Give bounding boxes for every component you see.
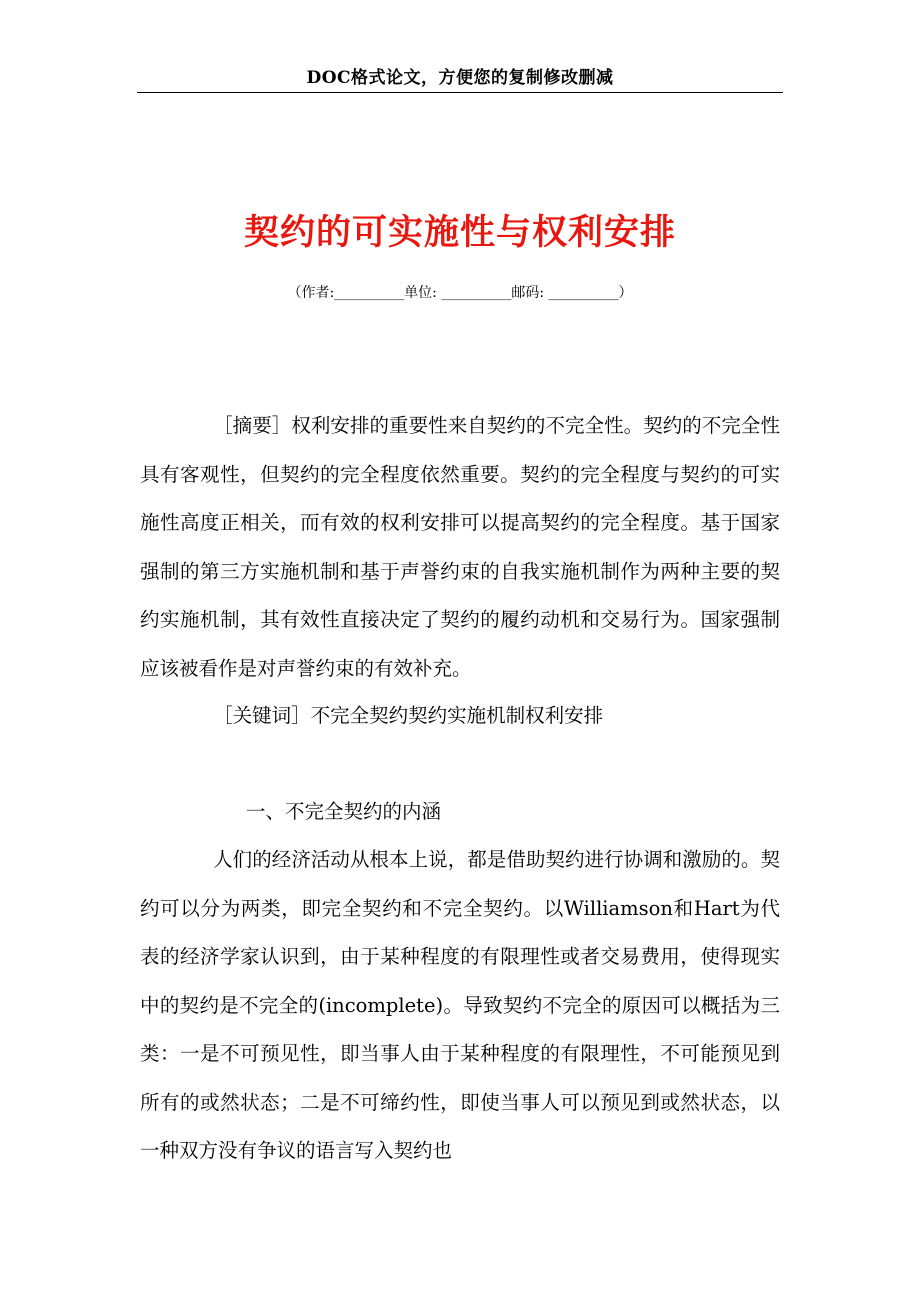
document-header: DOC格式论文，方便您的复制修改删减 [306,68,614,88]
header-divider [137,92,783,93]
body-paragraph: 人们的经济活动从根本上说，都是借助契约进行协调和激励的。契约可以分为两类，即完全契约和不完全契约。以Williamson和Hart为代表的经济学家认识到，由于某种程度的有限理性或者交易费用，使得现实中的契约是不完全的(incomplete)。导致契约不完全的原因可以概括为三类：一是不可预见性，即当事人由于某种程度的有限理性，不可能预见到所有的或然状态；二是不可缔约性，即使当事人可以预见到或然状态，以一种双方没有争议的语言写入契约也 [140,848,780,1162]
author-info-line: （作者:__________单位: __________邮码: __________） [287,285,633,301]
abstract-paragraph: ［摘要］权利安排的重要性来自契约的不完全性。契约的不完全性具有客观性，但契约的完全程度依然重要。契约的完全程度与契约的可实施性高度正相关，而有效的权利安排可以提高契约的完全程度。基于国家强制的第三方实施机制和基于声誉约束的自我实施机制作为两种主要的契约实施机制，其有效性直接决定了契约的履约动机和交易行为。国家强制应该被看作是对声誉约束的有效补充。 [140,414,780,680]
section-heading: 一、不完全契约的内涵 [246,800,442,823]
keywords-line: ［关键词］不完全契约契约实施机制权利安排 [213,704,604,727]
page-title: 契约的可实施性与权利安排 [243,212,676,253]
